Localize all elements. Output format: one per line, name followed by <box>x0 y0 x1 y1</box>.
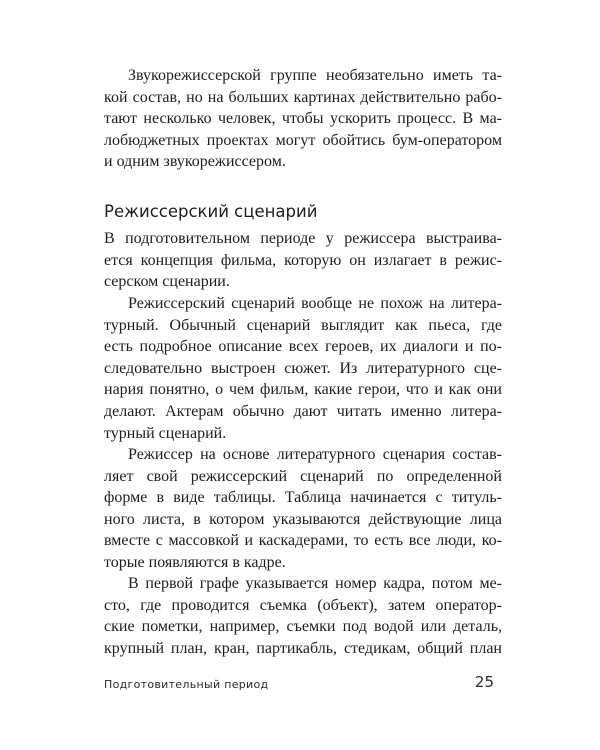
text-line: форме в виде таблицы. Таблица начинается с титуль- <box>104 489 502 507</box>
text-line: серском сценарии. <box>104 273 230 291</box>
intro-paragraph <box>104 65 502 173</box>
text-line: есть подробное описание всех героев, их диалоги и по- <box>104 338 502 356</box>
text-line: нария понятно, о чем фильм, какие герои, что и как они <box>104 381 502 399</box>
page-number: 25 <box>474 673 494 691</box>
section-paragraph-1 <box>104 228 502 293</box>
running-footer-chapter-title: Подготовительный период <box>104 678 269 691</box>
text-line: сто, где проводится съемка (объект), затем оператор- <box>104 596 502 614</box>
text-line: лобюджетных проектах могут обойтись бум-оператором <box>104 131 502 149</box>
section-heading: Режиссерский сценарий <box>104 202 318 221</box>
text-line: ется концепция фильма, которую он излагает в режис- <box>104 251 502 269</box>
text-line: турный. Обычный сценарий выглядит как пьеса, где <box>104 316 502 334</box>
text-line: Звукорежиссерской группе необязательно иметь та- <box>128 67 502 84</box>
text-line: Режиссер на основе литературного сценария состав- <box>128 446 502 463</box>
text-line: тают несколько человек, чтобы ускорить процесс. В ма- <box>104 110 502 128</box>
text-line: В подготовительном периоде у режиссера выстраива- <box>104 230 502 247</box>
section-paragraph-2 <box>104 293 502 444</box>
text-line: и одним звукорежиссером. <box>104 153 286 171</box>
section-paragraph-3 <box>104 444 502 574</box>
text-line: вместе с массовкой и каскадерами, то есть все люди, ко- <box>104 532 502 550</box>
text-line: следовательно выстроен сюжет. Из литературного сце- <box>104 359 502 377</box>
text-line: делают. Актерам обычно дают читать именно литера- <box>104 402 502 420</box>
section-paragraph-4 <box>104 573 502 659</box>
text-line: ские пометки, например, съемки под водой или деталь, <box>104 618 502 636</box>
text-line: ляет свой режиссерский сценарий по определенной <box>104 467 502 485</box>
text-line: кой состав, но на больших картинах действительно рабо- <box>104 88 502 106</box>
text-line: торые появляются в кадре. <box>104 553 286 571</box>
text-line: крупный план, кран, партикабль, стедикам, общий план <box>104 639 502 657</box>
text-line: ного листа, в котором указываются действующие лица <box>104 510 502 528</box>
text-line: В первой графе указывается номер кадра, потом ме- <box>128 575 502 592</box>
text-line: турный сценарий. <box>104 424 227 442</box>
text-line: Режиссерский сценарий вообще не похож на литера- <box>128 295 502 312</box>
